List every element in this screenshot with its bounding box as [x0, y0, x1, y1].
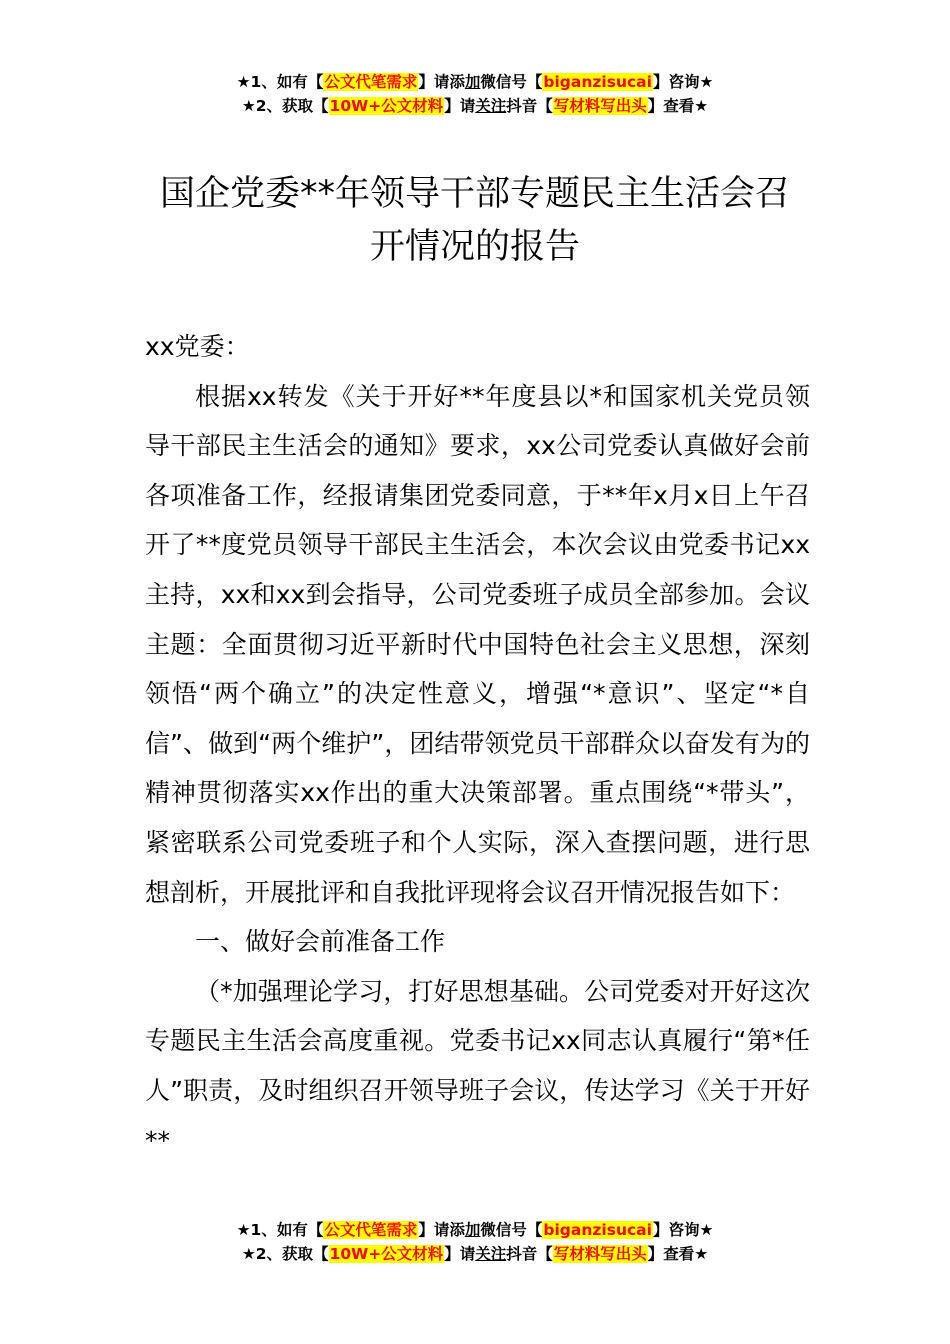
ad-text: ★1、如有【 — [236, 1221, 324, 1239]
ad-text: 微信号【 — [480, 1221, 543, 1239]
ad-text: 】请添 — [418, 73, 465, 91]
paragraph-preparation: （*加强理论学习，打好思想基础。公司党委对开好这次专题民主生活会高度重视。党委书记xx同志认真履行“第*任人”职责，及时组织召开领导班子会议，传达学习《关于开好** — [145, 976, 810, 1155]
ad-text: 】查看★ — [647, 97, 709, 115]
ad-highlight: 10W+公文材料 — [329, 97, 444, 115]
section-heading: 一、做好会前准备工作 — [195, 927, 446, 957]
ad-text: 】查看★ — [647, 1245, 709, 1263]
ad-text: ★2、获取【 — [241, 1245, 329, 1263]
ad-text: ★2、获取【 — [241, 97, 329, 115]
ad-highlight: 公文代笔需求 — [324, 73, 418, 91]
ad-text: ★1、如有【 — [236, 73, 324, 91]
title-line-1: 国企党委**年领导干部专题民主生活会召 — [159, 174, 790, 214]
title-line-2: 开情况的报告 — [369, 227, 580, 267]
ad-highlight: 公文代笔需求 — [324, 1221, 418, 1239]
ad-text: 】咨询★ — [652, 73, 714, 91]
ad-highlight: 10W+公文材料 — [329, 1245, 444, 1263]
document-title — [0, 168, 950, 274]
ad-highlight: biganzisucai — [543, 1221, 652, 1239]
ad-underline: 关注 — [475, 97, 507, 115]
ad-highlight: 写材料写出头 — [553, 97, 647, 115]
ad-underline: 加 — [464, 73, 481, 91]
ad-text: 】请添 — [418, 1221, 465, 1239]
paragraph-intro: 根据xx转发《关于开好**年度县以*和国家机关党员领导干部民主生活会的通知》要求，xx公司党委认真做好会前各项准备工作，经报请集团党委同意，于**年x月x日上午召开了**度党员领导干部民主生活会，本次会议由党委书记xx主持，xx和xx到会指导，公司党委班子成员全部参加。会议主题：全面贯彻习近平新时代中国特色社会主义思想，深刻领悟“两个确立”的决定性意义，增强“*意识”、坚定“*自信”、做到“两个维护”，团结带领党员干部群众以奋发有为的精神贯彻落实xx作出的重大决策部署。重点围绕“*带头”，紧密联系公司党委班子和个人实际，深入查摆问题，进行思想剖析，开展批评和自我批评现将会议召开情况报告如下： — [145, 381, 810, 907]
salutation: xx党委： — [145, 332, 250, 361]
document-body — [145, 322, 810, 1165]
ad-text: 抖音【 — [506, 1245, 553, 1263]
ad-text: 微信号【 — [480, 73, 543, 91]
ad-banner-bottom-line1 — [0, 1218, 950, 1242]
ad-banner-bottom-line2 — [0, 1242, 950, 1266]
ad-text: 】请 — [444, 97, 476, 115]
ad-highlight: biganzisucai — [543, 73, 652, 91]
ad-text: 】请 — [444, 1245, 476, 1263]
ad-underline: 关注 — [475, 1245, 507, 1263]
ad-underline: 加 — [464, 1221, 481, 1239]
ad-banner-top-line1 — [0, 70, 950, 94]
ad-text: 抖音【 — [506, 97, 553, 115]
ad-text: 】咨询★ — [652, 1221, 714, 1239]
ad-highlight: 写材料写出头 — [553, 1245, 647, 1263]
ad-banner-top-line2 — [0, 94, 950, 118]
